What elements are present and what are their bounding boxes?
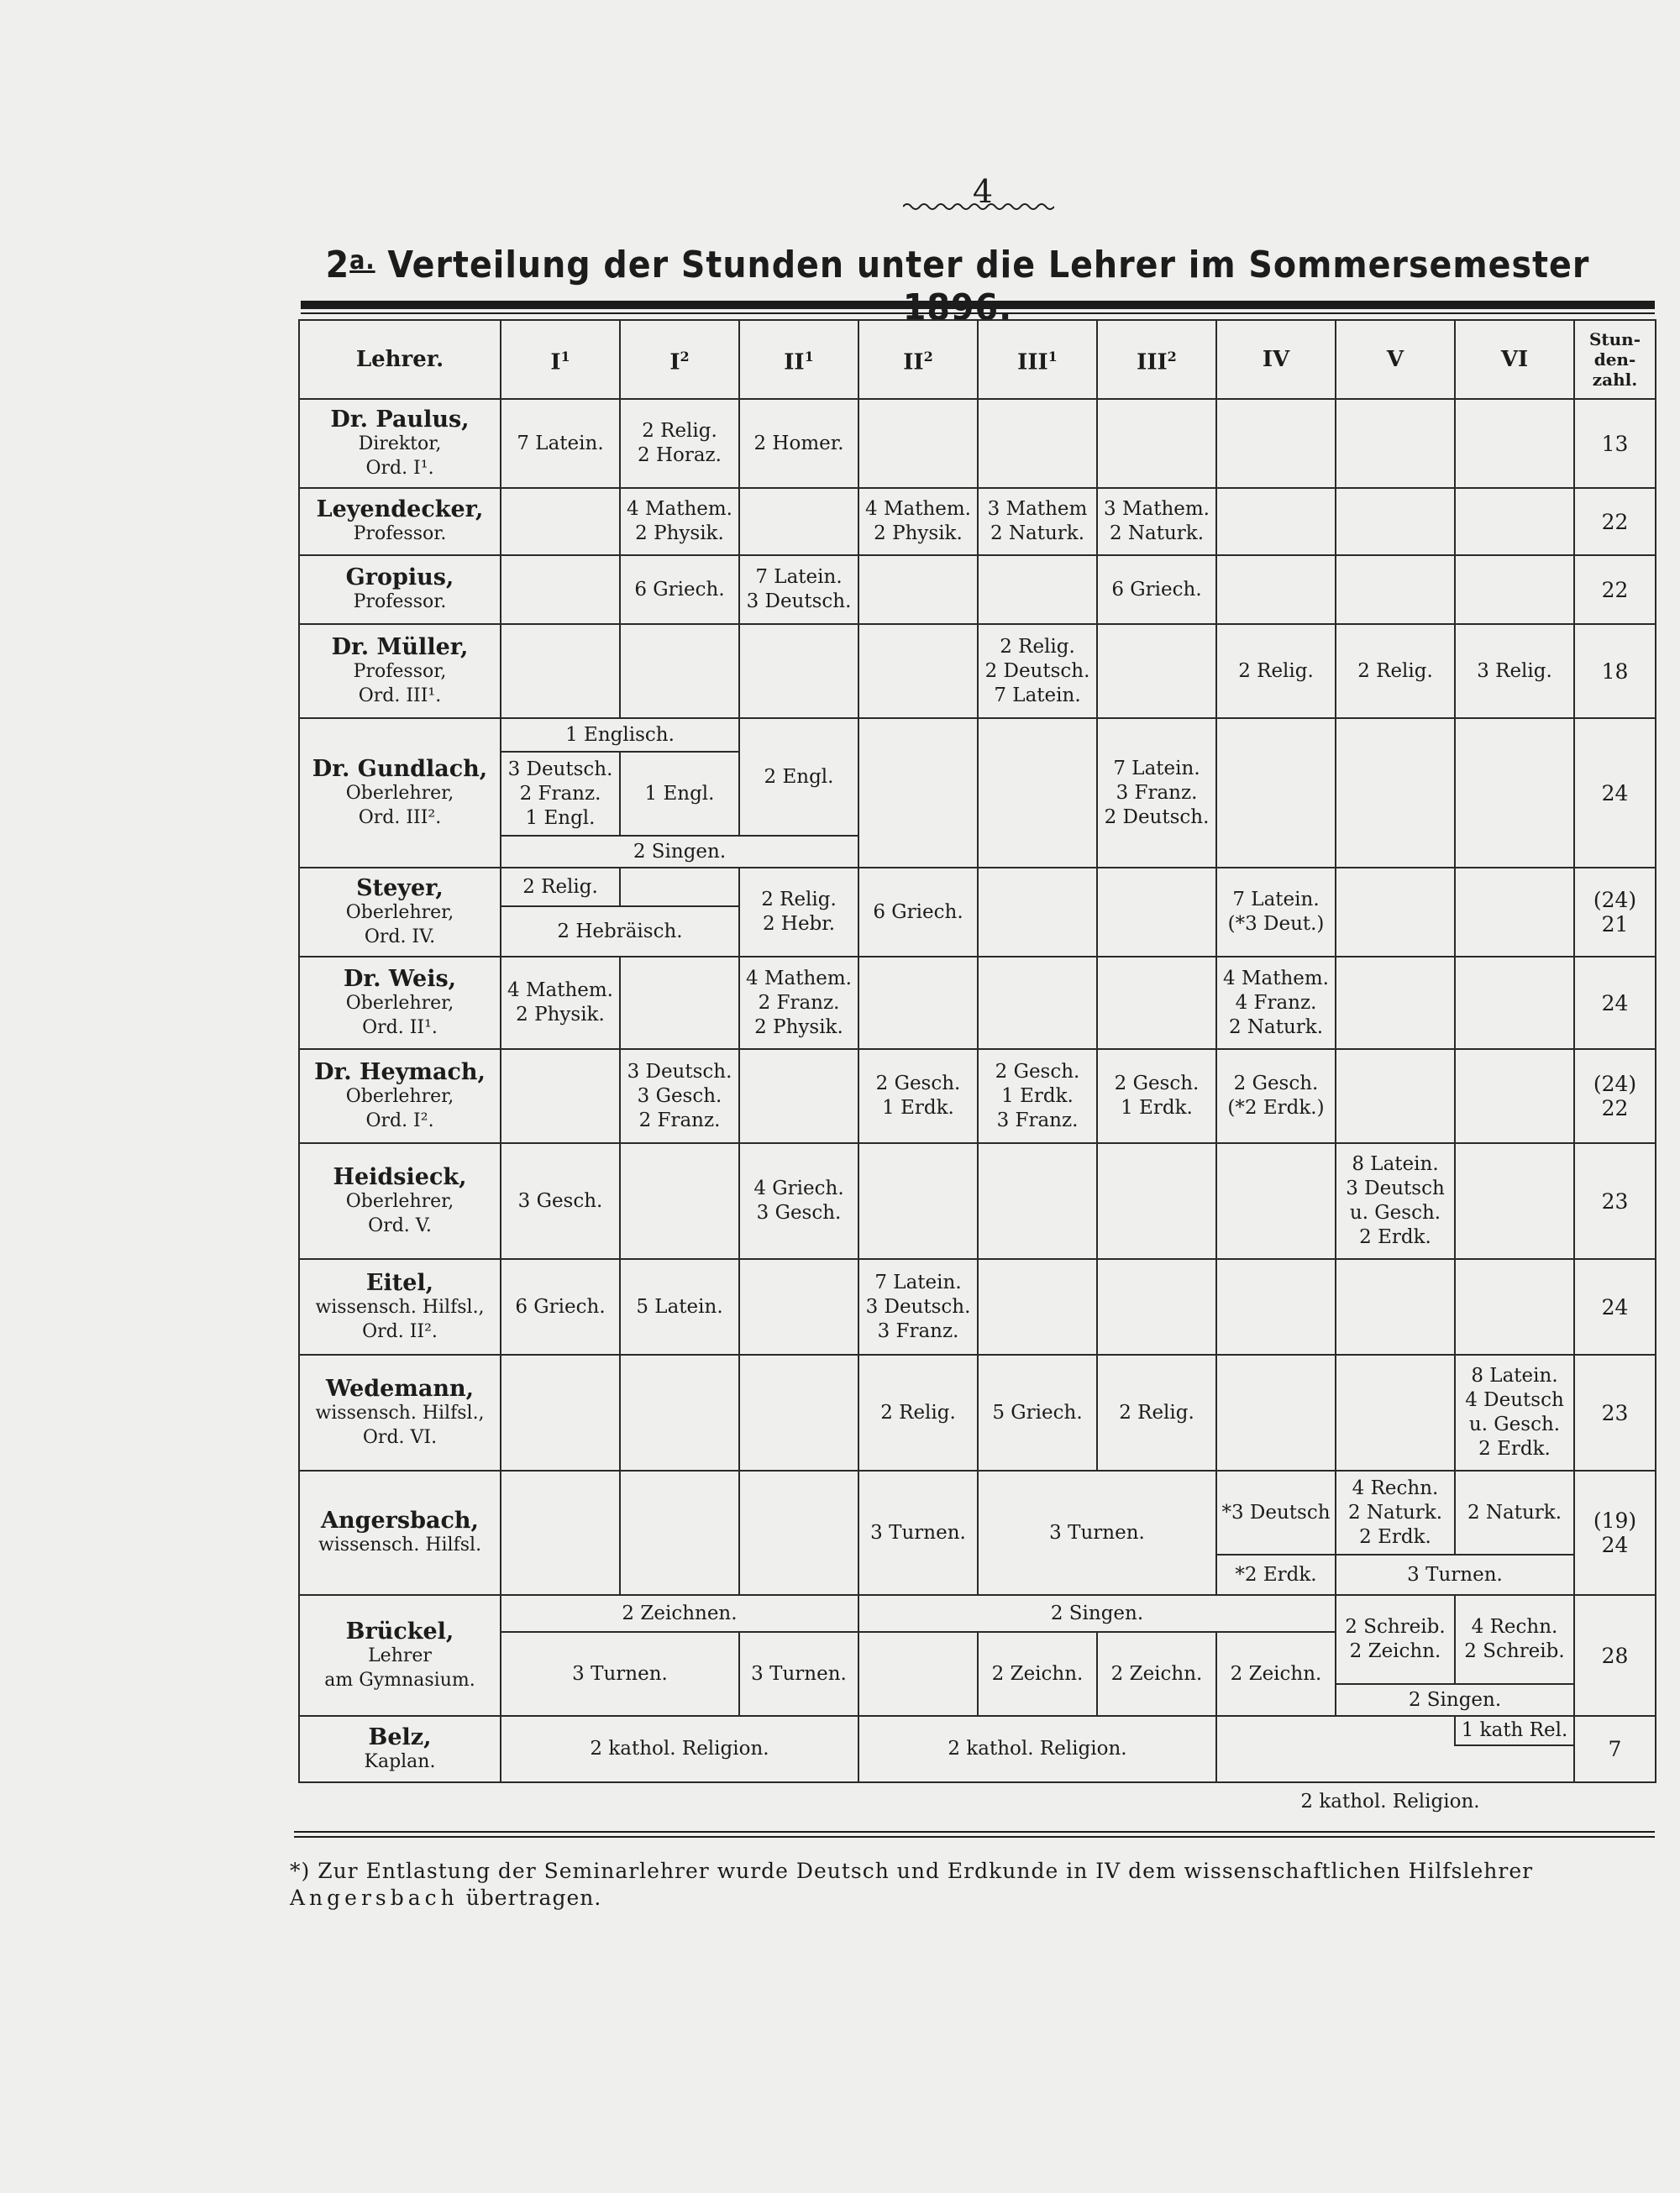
table-cell: 2 Relig. 2 Horaz. <box>620 399 739 488</box>
table-row <box>299 1259 1656 1355</box>
table-cell: 3 Gesch. <box>501 1143 620 1259</box>
total-cell: 24 <box>1574 718 1656 868</box>
table-cell: 4 Rechn. 2 Naturk. 2 Erdk. <box>1336 1471 1455 1555</box>
table-cell: 3 Turnen. <box>978 1471 1216 1595</box>
total-cell: 23 <box>1574 1143 1656 1259</box>
table-cell: 1 Engl. <box>620 752 739 836</box>
total-cell: 24 <box>1574 1259 1656 1355</box>
teacher-cell: Dr. Heymach, Oberlehrer, Ord. I². <box>299 1049 501 1143</box>
table-cell: 3 Mathem 2 Naturk. <box>978 488 1097 555</box>
table-cell: 2 Naturk. <box>1455 1471 1574 1555</box>
teacher-cell: Heidsieck, Oberlehrer, Ord. V. <box>299 1143 501 1259</box>
table-cell: 6 Griech. <box>501 1259 620 1355</box>
title-text: Verteilung der Stunden unter die Lehrer im Sommersemester <box>387 244 1590 286</box>
footnote-tail: übertragen. <box>465 1886 602 1910</box>
table-cell: 5 Griech. <box>978 1355 1097 1471</box>
col-III1: III$^1$ <box>978 320 1097 399</box>
table-cell: 1 kath Rel. <box>1455 1716 1574 1745</box>
table-cell: 4 Mathem. 2 Physik. <box>620 488 739 555</box>
total-cell: 13 <box>1574 399 1656 488</box>
table-row <box>299 1716 1656 1745</box>
table-cell: 4 Mathem. 2 Physik. <box>501 957 620 1049</box>
top-rule-thin <box>301 312 1655 314</box>
table-cell: 2 Singen. <box>1336 1684 1574 1716</box>
table-cell: 7 Latein. 3 Franz. 2 Deutsch. <box>1097 718 1216 868</box>
table-cell: 3 Turnen. <box>739 1632 858 1716</box>
ornament-wave <box>903 200 1054 213</box>
total-cell: 22 <box>1574 488 1656 555</box>
table-cell: 8 Latein. 4 Deutsch u. Gesch. 2 Erdk. <box>1455 1355 1574 1471</box>
col-II1: $II^1$ <box>739 320 858 399</box>
table-row <box>299 957 1656 1049</box>
table-cell: 2 Zeichnen. <box>501 1595 858 1632</box>
teacher-cell: Dr. Gundlach, Oberlehrer, Ord. III². <box>299 718 501 868</box>
table-cell: 4 Mathem. 4 Franz. 2 Naturk. <box>1216 957 1336 1049</box>
table-row <box>299 1355 1656 1471</box>
hours-table <box>298 319 1656 1783</box>
col-I1: $I^1$ <box>501 320 620 399</box>
title-number-suffix: a. <box>349 246 375 275</box>
col-V: V <box>1336 320 1455 399</box>
teacher-cell: Eitel, wissensch. Hilfsl., Ord. II². <box>299 1259 501 1355</box>
title-number: 2 <box>325 244 350 286</box>
table-cell: 3 Deutsch. 3 Gesch. 2 Franz. <box>620 1049 739 1143</box>
teacher-cell: Belz, Kaplan. <box>299 1716 501 1782</box>
table-cell: 6 Griech. <box>858 868 978 957</box>
col-I2: $I^2$ <box>620 320 739 399</box>
table-cell: 2 Relig. <box>858 1355 978 1471</box>
table-cell: 2 Schreib. 2 Zeichn. <box>1336 1595 1455 1684</box>
page-number: 4 <box>972 173 994 210</box>
teacher-cell: Leyendecker, Professor. <box>299 488 501 555</box>
bottom-rule-2 <box>294 1836 1655 1838</box>
teacher-cell: Steyer, Oberlehrer, Ord. IV. <box>299 868 501 957</box>
table-row <box>299 624 1656 718</box>
total-cell: 7 <box>1574 1716 1656 1782</box>
col-VI: VI <box>1455 320 1574 399</box>
table-row <box>299 1595 1656 1632</box>
table-cell: 3 Deutsch. 2 Franz. 1 Engl. <box>501 752 620 836</box>
total-cell: (24) 22 <box>1574 1049 1656 1143</box>
table-cell: 2 Relig. 2 Hebr. <box>739 868 858 957</box>
table-cell: 2 Gesch. 1 Erdk. 3 Franz. <box>978 1049 1097 1143</box>
table-cell: *2 Erdk. <box>1216 1555 1336 1595</box>
table-cell: 2 Hebräisch. <box>501 906 739 957</box>
header-row <box>299 320 1656 399</box>
table-cell: *3 Deutsch <box>1216 1471 1336 1555</box>
table-cell: 2 kathol. Religion. <box>501 1716 858 1782</box>
footnote-name: Angersbach <box>290 1886 459 1910</box>
table-row <box>299 1143 1656 1259</box>
table-row <box>299 868 1656 906</box>
table-cell: 7 Latein. <box>501 399 620 488</box>
table-cell: 3 Turnen. <box>501 1632 739 1716</box>
table-cell: 6 Griech. <box>1097 555 1216 624</box>
table-cell: 7 Latein. 3 Deutsch. <box>739 555 858 624</box>
table-row <box>299 718 1656 752</box>
table-cell: 2 Singen. <box>858 1595 1336 1632</box>
col-II2: $II^2$ <box>858 320 978 399</box>
table-cell: 1 Englisch. <box>501 718 739 752</box>
table-cell: 4 Mathem. 2 Physik. <box>858 488 978 555</box>
total-cell: 22 <box>1574 555 1656 624</box>
table-cell: 4 Rechn. 2 Schreib. <box>1455 1595 1574 1684</box>
total-cell: (19) 24 <box>1574 1471 1656 1595</box>
table-cell: 2 Zeichn. <box>1097 1632 1216 1716</box>
page-title <box>302 244 1613 329</box>
table-cell: 2 Homer. <box>739 399 858 488</box>
table-cell: 2 Gesch. (*2 Erdk.) <box>1216 1049 1336 1143</box>
table-cell: 2 Gesch. 1 Erdk. <box>858 1049 978 1143</box>
teacher-cell: Angersbach, wissensch. Hilfsl. <box>299 1471 501 1595</box>
table-row <box>299 488 1656 555</box>
table-row <box>299 1471 1656 1555</box>
col-IV: IV <box>1216 320 1336 399</box>
total-cell: 28 <box>1574 1595 1656 1716</box>
footnote-text: *) Zur Entlastung der Seminarlehrer wurde Deutsch und Erdkunde in IV dem wissenschaftlichen Hilfslehrer <box>290 1859 1534 1883</box>
total-cell: 23 <box>1574 1355 1656 1471</box>
table-cell: 2 Relig. <box>1336 624 1455 718</box>
teacher-cell: Dr. Weis, Oberlehrer, Ord. II¹. <box>299 957 501 1049</box>
col-III2: III$^2$ <box>1097 320 1216 399</box>
table-cell: 2 Singen. <box>501 836 858 868</box>
total-cell: 18 <box>1574 624 1656 718</box>
teacher-cell: Dr. Paulus, Direktor, Ord. I¹. <box>299 399 501 488</box>
table-row <box>299 555 1656 624</box>
table-cell: 2 Gesch. 1 Erdk. <box>1097 1049 1216 1143</box>
table-cell: 2 Engl. <box>739 718 858 836</box>
teacher-cell: Dr. Müller, Professor, Ord. III¹. <box>299 624 501 718</box>
total-cell: 24 <box>1574 957 1656 1049</box>
table-cell: 3 Mathem. 2 Naturk. <box>1097 488 1216 555</box>
table-cell: 3 Turnen. <box>1336 1555 1574 1595</box>
table-cell: 7 Latein. 3 Deutsch. 3 Franz. <box>858 1259 978 1355</box>
table-cell: 7 Latein. (*3 Deut.) <box>1216 868 1336 957</box>
table-cell: 3 Turnen. <box>858 1471 978 1595</box>
table-cell: 2 Zeichn. <box>1216 1632 1336 1716</box>
top-rule <box>301 301 1655 309</box>
table-row <box>299 1049 1656 1143</box>
table-cell: 5 Latein. <box>620 1259 739 1355</box>
table-cell: 6 Griech. <box>620 555 739 624</box>
table-cell: 2 Relig. 2 Deutsch. 7 Latein. <box>978 624 1097 718</box>
table-row <box>299 399 1656 488</box>
table-cell: 2 Relig. <box>501 868 620 906</box>
total-cell: (24) 21 <box>1574 868 1656 957</box>
col-lehrer: Lehrer. <box>299 320 501 399</box>
teacher-cell: Gropius, Professor. <box>299 555 501 624</box>
table-cell: 2 Zeichn. <box>978 1632 1097 1716</box>
belz-iv-vi-religion: 2 kathol. Religion. <box>1300 1791 1480 1813</box>
bottom-rule <box>294 1831 1655 1833</box>
teacher-cell: Wedemann, wissensch. Hilfsl., Ord. VI. <box>299 1355 501 1471</box>
footnote <box>290 1858 1651 1912</box>
table-cell: 4 Griech. 3 Gesch. <box>739 1143 858 1259</box>
table-cell: 3 Relig. <box>1455 624 1574 718</box>
table-cell: 2 kathol. Religion. <box>858 1716 1216 1782</box>
col-total: Stun- den- zahl. <box>1574 320 1656 399</box>
table-cell: 8 Latein. 3 Deutsch u. Gesch. 2 Erdk. <box>1336 1143 1455 1259</box>
teacher-cell: Brückel, Lehrer am Gymnasium. <box>299 1595 501 1716</box>
table-cell: 2 Relig. <box>1097 1355 1216 1471</box>
table-cell: 2 Relig. <box>1216 624 1336 718</box>
table-cell: 4 Mathem. 2 Franz. 2 Physik. <box>739 957 858 1049</box>
